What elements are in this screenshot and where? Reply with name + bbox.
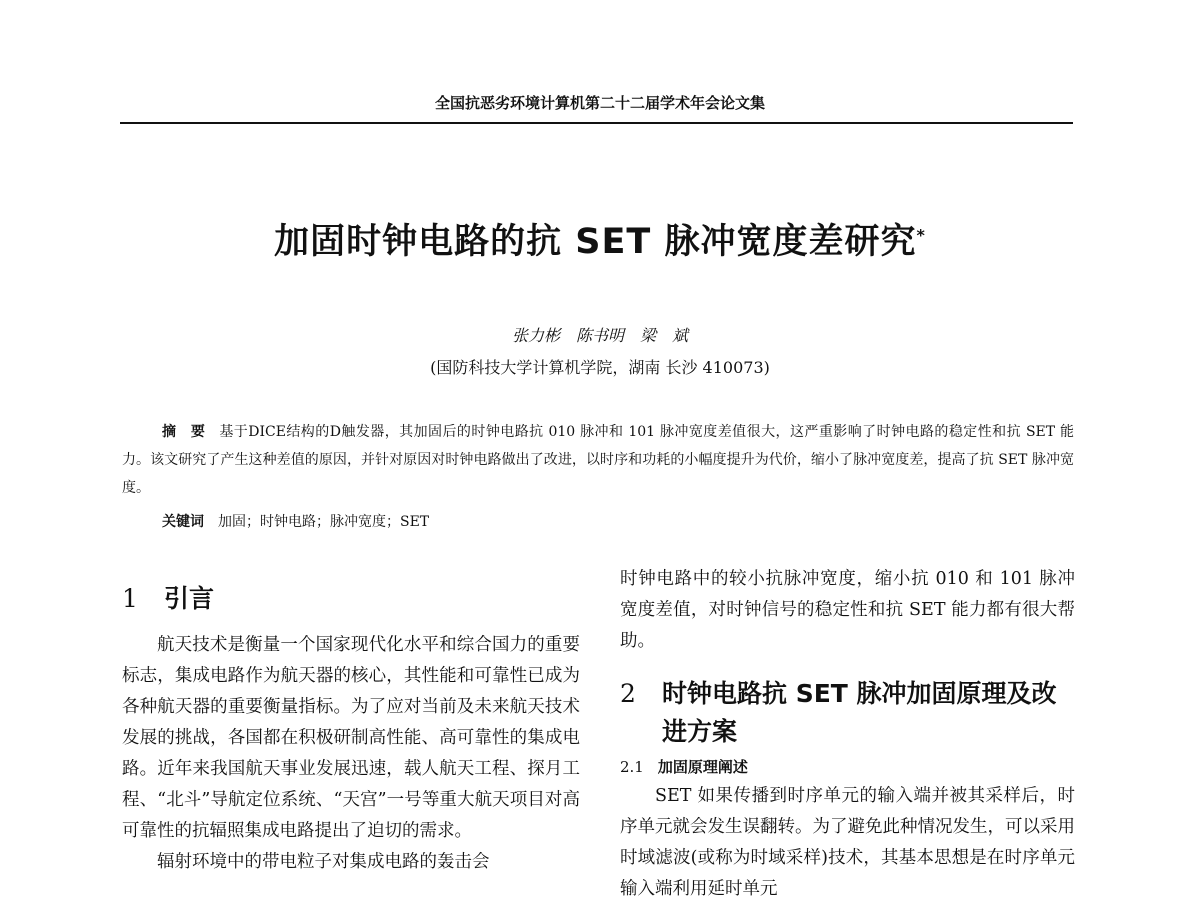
section-1-paragraph-2: 辐射环境中的带电粒子对集成电路的轰击会 (157, 852, 490, 872)
subsection-2-1-paragraph: SET 如果传播到时序单元的输入端并被其采样后，时序单元就会发生误翻转。为了避免此种情况发生，可以采用时域滤波(或称为时域采样)技术，其基本思想是在时序单元输入端利用延时单元 (620, 786, 1075, 899)
section-1-title: 引言 (164, 584, 215, 613)
section-1-heading (122, 580, 580, 618)
keywords-label: 关键词 (162, 514, 204, 530)
keywords (162, 508, 1062, 536)
running-header: 全国抗恶劣环境计算机第二十二届学术年会论文集 (434, 94, 765, 112)
authors: 张力彬 陈书明 梁 斌 (511, 326, 688, 345)
subsection-2-1-title: 加固原理阐述 (657, 758, 748, 776)
section-2-number: 2 (620, 679, 636, 708)
section-2-title: 时钟电路抗 SET 脉冲加固原理及改进方案 (662, 679, 1057, 746)
header-rule (120, 122, 1073, 124)
paper-title-text: 加固时钟电路的抗 SET 脉冲宽度差研究 (274, 222, 917, 262)
abstract-label: 摘 要 (162, 424, 206, 440)
abstract (122, 418, 1074, 502)
subsection-2-1-heading (620, 753, 1075, 781)
affiliation: (国防科技大学计算机学院，湖南 长沙 410073) (430, 358, 770, 377)
subsection-2-1-number: 2.1 (620, 758, 644, 776)
continuation-paragraph: 时钟电路中的较小抗脉冲宽度，缩小抗 010 和 101 脉冲宽度差值，对时钟信号的稳定性和抗 SET 能力都有很大帮助。 (620, 569, 1075, 651)
keywords-text: 加固；时钟电路；脉冲宽度；SET (218, 514, 430, 530)
section-1-paragraph-1: 航天技术是衡量一个国家现代化水平和综合国力的重要标志，集成电路作为航天器的核心，其性能和可靠性已成为各种航天器的重要衡量指标。为了应对当前及未来航天技术发展的挑战，各国都在积极研制高性能、高可靠性的集成电路。近年来我国航天事业发展迅速，载人航天工程、探月工程、“北斗”导航定位系统、“天宫”一号等重大航天项目对高可靠性的抗辐照集成电路提出了迫切的需求。 (122, 635, 580, 841)
left-column (122, 580, 580, 878)
paper-title (0, 214, 1200, 264)
section-1-number: 1 (122, 584, 138, 613)
section-2-heading (620, 675, 1075, 751)
abstract-text: 基于DICE结构的D触发器，其加固后的时钟电路抗 010 脉冲和 101 脉冲宽度差值很大，这严重影响了时钟电路的稳定性和抗 SET 能力。该文研究了产生这种差值的原因，并针对原因对时钟电路做出了改进，以时序和功耗的小幅度提升为代价，缩小了脉冲宽度差，提高了抗 SET 脉冲宽度。 (122, 424, 1075, 496)
right-column (620, 564, 1075, 905)
title-footnote-mark: * (916, 225, 926, 245)
